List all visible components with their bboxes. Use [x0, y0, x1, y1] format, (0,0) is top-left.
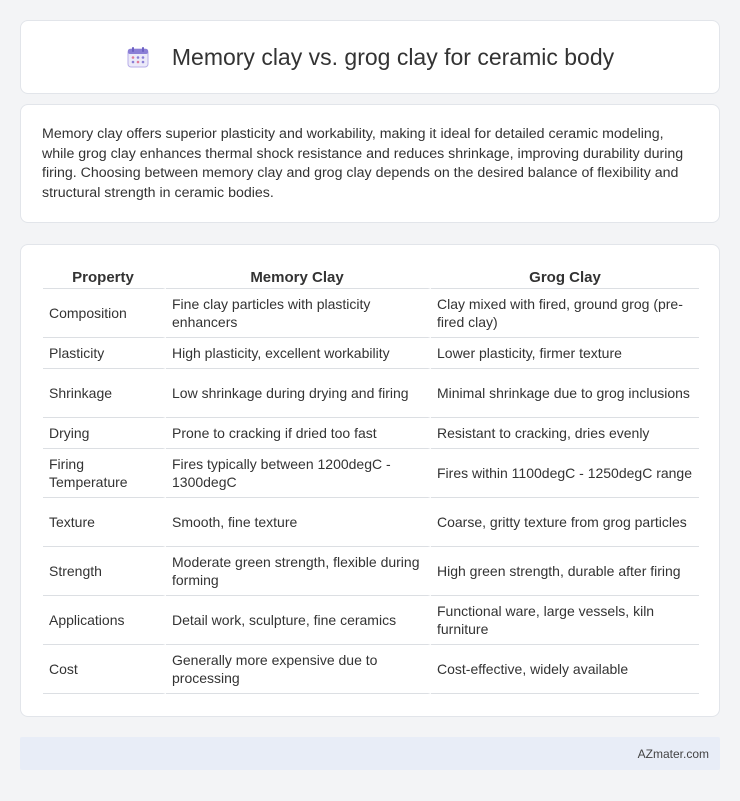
- cell-memory-clay: Fine clay particles with plasticity enhancers: [166, 289, 431, 338]
- cell-grog-clay: Fires within 1100degC - 1250degC range: [431, 449, 699, 498]
- cell-memory-clay: Detail work, sculpture, fine ceramics: [166, 596, 431, 645]
- cell-grog-clay: Resistant to cracking, dries evenly: [431, 418, 699, 449]
- cell-memory-clay: Fires typically between 1200degC - 1300degC: [166, 449, 431, 498]
- cell-grog-clay: Minimal shrinkage due to grog inclusions: [431, 369, 699, 418]
- cell-property: Cost: [43, 645, 166, 694]
- cell-property: Shrinkage: [43, 369, 166, 418]
- intro-text: Memory clay offers superior plasticity and workability, making it ideal for detailed ceramic modeling, while grog clay enhances thermal shock resistance and reduces shrinkage, improving durability during firing. Choosing between memory clay and grog clay depends on the desired balance of flexibility and structural strength in ceramic bodies.: [42, 126, 684, 201]
- table-row: [43, 596, 699, 645]
- page-title: Memory clay vs. grog clay for ceramic body: [171, 43, 615, 70]
- cell-grog-clay: Coarse, gritty texture from grog particles: [431, 498, 699, 547]
- cell-memory-clay: Generally more expensive due to processing: [166, 645, 431, 694]
- cell-property: Composition: [43, 289, 166, 338]
- table-row: [43, 338, 699, 369]
- table-row: [43, 289, 699, 338]
- table-header-row: [43, 265, 699, 289]
- cell-memory-clay: High plasticity, excellent workability: [166, 338, 431, 369]
- cell-memory-clay: Prone to cracking if dried too fast: [166, 418, 431, 449]
- title-card: [20, 20, 720, 94]
- cell-property: Plasticity: [43, 338, 166, 369]
- footer: [20, 737, 720, 770]
- intro-card: [20, 104, 720, 223]
- header-grog-clay: Grog Clay: [431, 265, 699, 289]
- table-row: [43, 369, 699, 418]
- comparison-table: [43, 265, 699, 694]
- table-row: [43, 418, 699, 449]
- cell-grog-clay: Lower plasticity, firmer texture: [431, 338, 699, 369]
- cell-grog-clay: High green strength, durable after firing: [431, 547, 699, 596]
- cell-memory-clay: Low shrinkage during drying and firing: [166, 369, 431, 418]
- table-row: [43, 547, 699, 596]
- calendar-icon: [126, 45, 150, 69]
- table-row: [43, 645, 699, 694]
- cell-property: Strength: [43, 547, 166, 596]
- comparison-table-card: [20, 244, 720, 717]
- cell-grog-clay: Clay mixed with fired, ground grog (pre-fired clay): [431, 289, 699, 338]
- cell-property: Drying: [43, 418, 166, 449]
- cell-grog-clay: Cost-effective, widely available: [431, 645, 699, 694]
- table-row: [43, 498, 699, 547]
- cell-memory-clay: Smooth, fine texture: [166, 498, 431, 547]
- cell-property: Firing Temperature: [43, 449, 166, 498]
- cell-property: Applications: [43, 596, 166, 645]
- footer-brand[interactable]: AZmater.com: [637, 746, 709, 761]
- header-memory-clay: Memory Clay: [166, 265, 431, 289]
- cell-grog-clay: Functional ware, large vessels, kiln furniture: [431, 596, 699, 645]
- table-row: [43, 449, 699, 498]
- cell-memory-clay: Moderate green strength, flexible during forming: [166, 547, 431, 596]
- cell-property: Texture: [43, 498, 166, 547]
- header-property: Property: [43, 265, 166, 289]
